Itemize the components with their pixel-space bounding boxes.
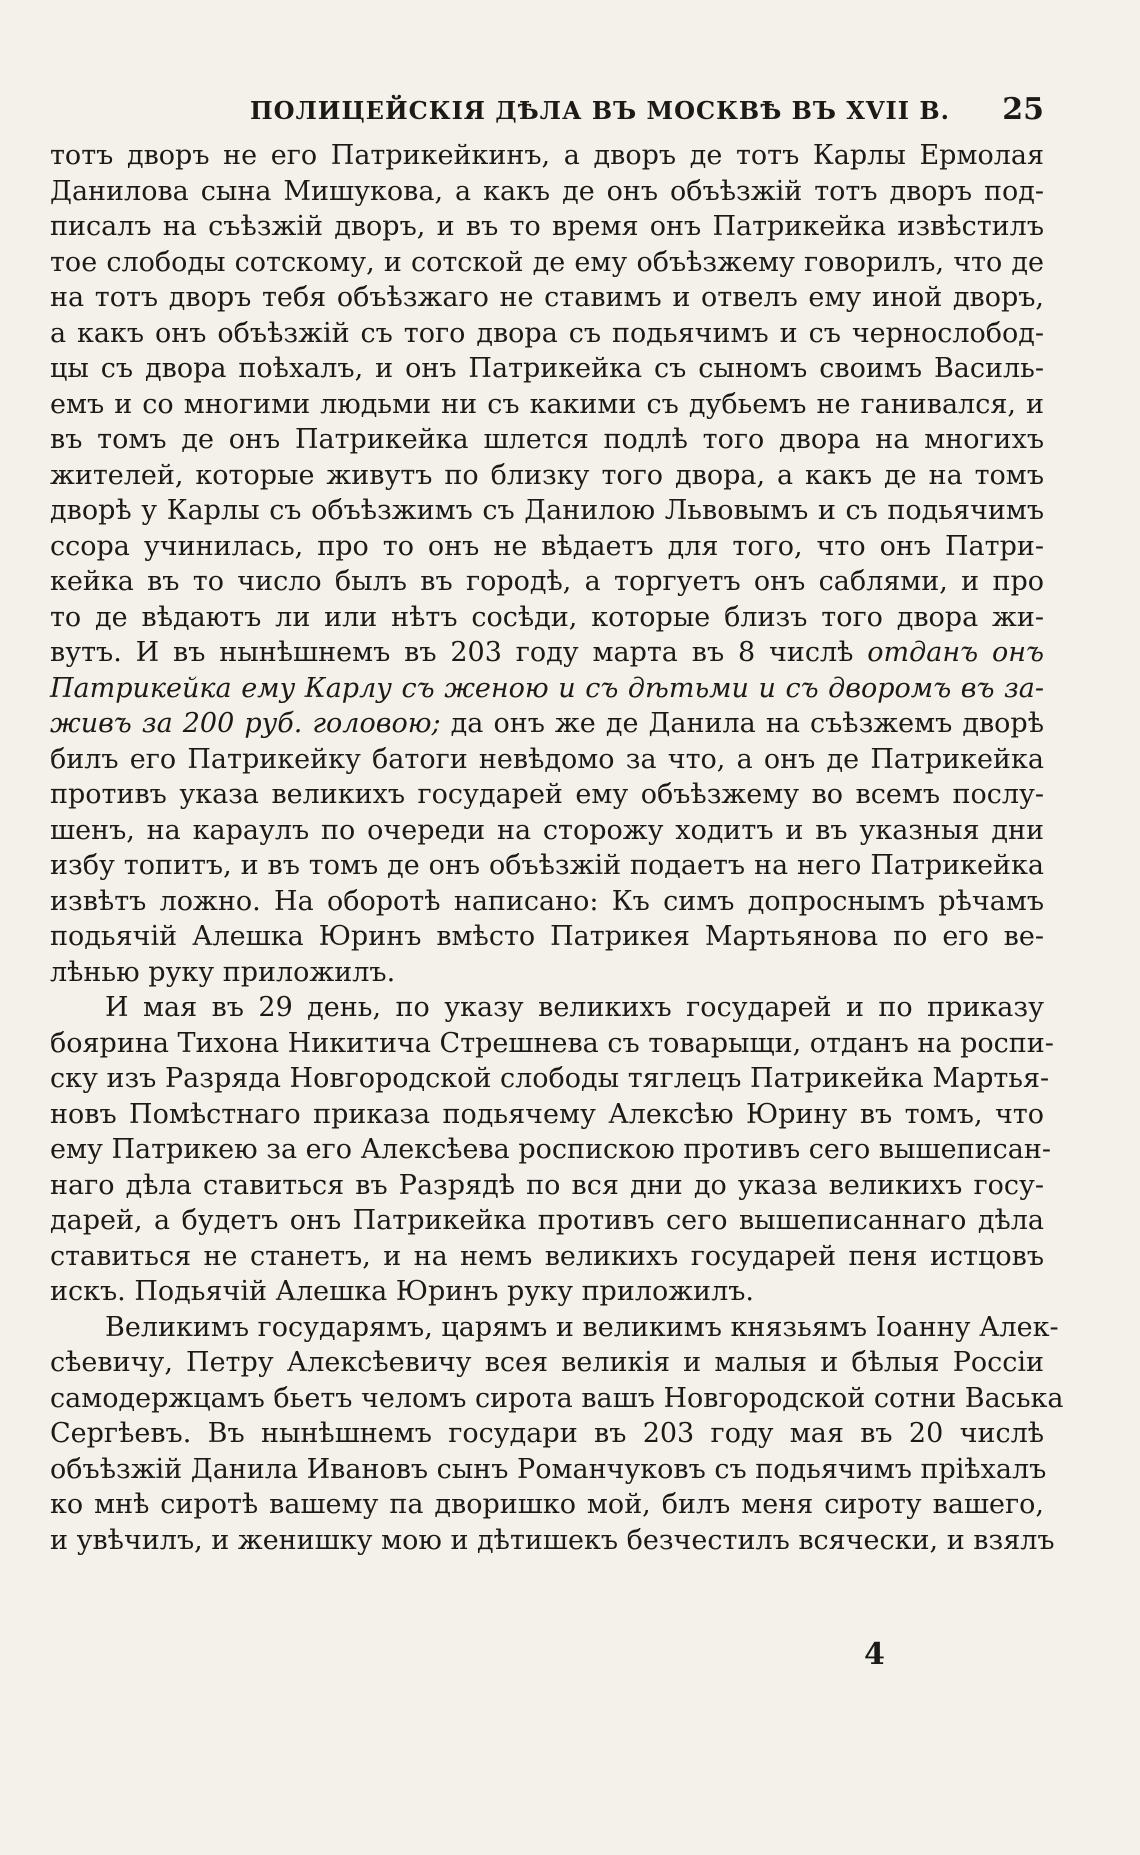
text-line [50, 138, 1044, 174]
text-run: тотъ дворъ не его Патрикейкинъ, а дворъ де тотъ Карлы Ермолая [50, 140, 1044, 171]
text-line [50, 777, 1044, 813]
text-line [50, 493, 1044, 529]
running-title: ПОЛИЦЕЙСКІЯ ДѢЛА ВЪ МОСКВѢ ВЪ XVII В. [250, 96, 950, 125]
text-line [50, 1310, 1059, 1346]
text-line [50, 990, 1044, 1026]
text-line [50, 1239, 1044, 1275]
text-run: писалъ на съѣзжій дворъ, и въ то время онъ Патрикейка извѣстилъ [50, 211, 1044, 242]
text-run: подьячій Алешка Юринъ вмѣсто Патрикея Мартьянова по его ве- [50, 921, 1044, 952]
text-run: объѣзжій Данила Ивановъ сынъ Романчуковъ съ подьячимъ пріѣхалъ [50, 1453, 1047, 1485]
text-run: ему Патрикею за его Алексѣева роспискою противъ сего вышеписан- [50, 1134, 1051, 1165]
text-run: Данилова сына Мишукова, а какъ де онъ объѣзжій тотъ дворъ под- [50, 175, 1044, 207]
text-run: Сергѣевъ. Въ нынѣшнемъ государи въ 203 году мая въ 20 числѣ [50, 1418, 1044, 1449]
text-run: лѣнью руку приложилъ. [50, 956, 396, 988]
text-line [50, 1061, 1050, 1097]
emphasized-text: живъ за 200 руб. головою; [50, 708, 441, 739]
text-line [50, 529, 1044, 565]
text-line [50, 564, 1044, 600]
text-run: на тотъ дворъ тебя объѣзжаго не ставимъ и отвелъ ему иной дворъ, [50, 282, 1044, 313]
paragraph [50, 138, 1044, 990]
emphasized-text: отданъ онъ [867, 637, 1044, 668]
paragraph [50, 1310, 1064, 1559]
text-line [50, 742, 1044, 778]
text-line [50, 387, 1044, 423]
text-run: искъ. Подьячій Алешка Юринъ руку приложилъ. [50, 1276, 754, 1307]
text-run: цы съ двора поѣхалъ, и онъ Патрикейка съ сыномъ своимъ Василь- [50, 353, 1044, 384]
text-line [50, 351, 1044, 387]
text-line [50, 1168, 1044, 1204]
text-line [50, 1097, 1044, 1133]
text-run: дворѣ у Карлы съ объѣзжимъ съ Данилою Львовымъ и съ подьячимъ [50, 495, 1044, 526]
text-run: ставиться не станетъ, и на немъ великихъ государей пеня истцовъ [50, 1240, 1044, 1272]
page-number: 25 [1002, 92, 1044, 127]
text-run: ссора учинилась, про то онъ не вѣдаетъ для того, что онъ Патри- [50, 530, 1044, 562]
text-run: жителей, которые живутъ по близку того двора, а какъ де на томъ [50, 459, 1044, 491]
text-line [50, 422, 1044, 458]
text-run: избу топитъ, и въ томъ де онъ объѣзжій подаетъ на него Патрикейка [50, 850, 1044, 881]
text-line [50, 1381, 1064, 1417]
running-head [50, 92, 1044, 132]
text-run: ску изъ Разряда Новгородской слободы тяглецъ Патрикейка Мартья- [50, 1063, 1050, 1094]
text-run: извѣтъ ложно. На оборотѣ написано: Къ симъ допроснымъ рѣчамъ [50, 885, 1044, 917]
text-run: сѣевичу, Петру Алексѣевичу всея великія и малыя и бѣлыя Россіи [50, 1347, 1044, 1378]
text-line [50, 316, 1044, 352]
text-run: наго дѣла ставиться въ Разрядѣ по вся дни до указа великихъ госу- [50, 1169, 1044, 1201]
text-line [50, 1416, 1044, 1452]
text-line [50, 280, 1044, 316]
text-line [50, 245, 1044, 281]
text-line [50, 1523, 1055, 1559]
text-run: а какъ онъ объѣзжій съ того двора съ подьячимъ и съ чернослобод- [50, 317, 1044, 349]
text-run: И мая въ 29 день, по указу великихъ государей и по приказу [105, 992, 1044, 1023]
text-line [50, 1274, 1044, 1310]
text-line [50, 1345, 1044, 1381]
text-run: дарей, а будетъ онъ Патрикейка противъ сего вышеписаннаго дѣла [50, 1205, 1044, 1236]
text-block [50, 138, 1064, 1558]
text-run: то де вѣдаютъ ли или нѣтъ сосѣди, которые близъ того двора жи- [50, 601, 1044, 633]
text-line [50, 1487, 1044, 1523]
text-line [50, 209, 1044, 245]
text-line [50, 174, 1044, 210]
text-line [50, 635, 1044, 671]
text-run: шенъ, на караулъ по очереди на сторожу ходитъ и въ указныя дни [50, 814, 1044, 846]
text-line [50, 955, 1044, 991]
text-line [50, 1203, 1044, 1239]
text-line [50, 1452, 1047, 1488]
paragraph [50, 990, 1054, 1310]
text-line [50, 458, 1044, 494]
text-line [50, 1132, 1051, 1168]
text-line [50, 706, 1044, 742]
text-line [50, 600, 1044, 636]
text-run: ко мнѣ сиротѣ вашему па дворишко мой, билъ меня сироту вашего, [50, 1489, 1044, 1520]
text-run: Великимъ государямъ, царямъ и великимъ князьямъ Іоанну Алек- [105, 1311, 1059, 1343]
text-run: новъ Помѣстнаго приказа подьячему Алексѣю Юрину въ томъ, что [50, 1098, 1044, 1130]
text-run: да онъ же де Данила на съѣзжемъ дворѣ [440, 708, 1044, 739]
text-run: кейка въ то число былъ въ городѣ, а торгуетъ онъ саблями, и про [50, 566, 1044, 597]
text-line [50, 813, 1044, 849]
text-run: самодержцамъ бьетъ челомъ сирота вашъ Новгородской сотни Васька [50, 1382, 1064, 1414]
emphasized-text: Патрикейка ему Карлу съ женою и съ дѣтьми и съ дворомъ въ за- [50, 672, 1044, 704]
text-run: билъ его Патрикейку батоги невѣдомо за что, а онъ де Патрикейка [50, 743, 1044, 775]
text-run: въ томъ де онъ Патрикейка шлется подлѣ того двора на многихъ [50, 424, 1044, 455]
text-line [50, 848, 1044, 884]
text-run: вутъ. И въ нынѣшнемъ въ 203 году марта въ 8 числѣ [50, 637, 868, 668]
text-run: противъ указа великихъ государей ему объѣзжему во всемъ послу- [50, 779, 1044, 810]
signature-mark: 4 [864, 1637, 885, 1672]
text-run: емъ и со многими людьми ни съ какими съ дубьемъ не ганивался, и [50, 388, 1044, 420]
text-line [50, 671, 1044, 707]
text-run: и увѣчилъ, и женишку мою и дѣтишекъ безчестилъ всячески, и взялъ [50, 1524, 1055, 1556]
text-run: боярина Тихона Никитича Стрешнева съ товарыщи, отданъ на роспи- [50, 1027, 1054, 1059]
text-line [50, 884, 1044, 920]
text-line [50, 1026, 1054, 1062]
text-line [50, 919, 1044, 955]
text-run: тое слободы сотскому, и сотской де ему объѣзжему говорилъ, что де [50, 246, 1044, 278]
